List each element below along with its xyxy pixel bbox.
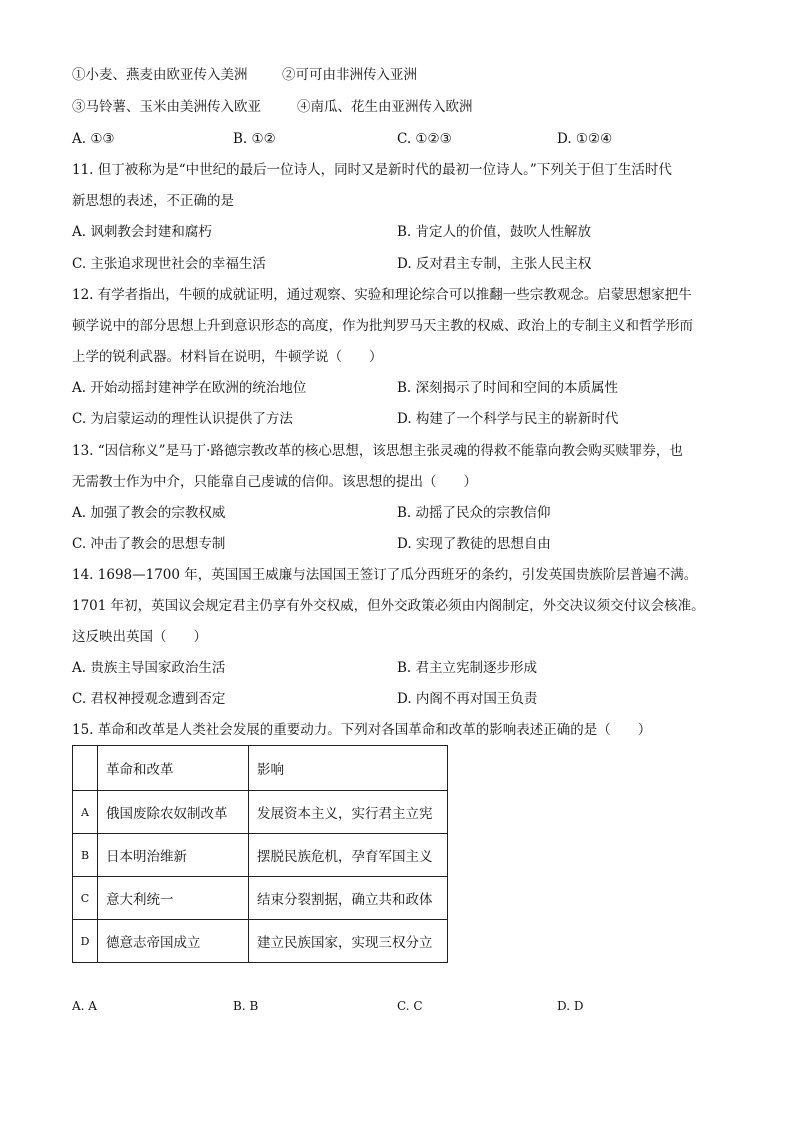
q11-stem-line1: 11. 但丁被称为是“中世纪的最后一位诗人，同时又是新时代的最初一位诗人。”下列关于但丁生活时代: [72, 162, 672, 178]
q10-option-b: B. ①②: [233, 131, 276, 147]
q13-option-b: B. 动摇了民众的宗教信仰: [397, 505, 551, 521]
q12-stem-line1: 12. 有学者指出，牛顿的成就证明，通过观察、实验和理论综合可以推翻一些宗教观念。启蒙思想家把牛: [72, 287, 692, 303]
table-cell: 日本明治维新: [98, 834, 249, 877]
q14-option-b: B. 君主立宪制逐步形成: [397, 660, 538, 676]
q14-stem-line2: 1701 年初，英国议会规定君主仍享有外交权威，但外交政策必须由内阁制定，外交决议须交付议会核准。: [72, 598, 705, 614]
q11-option-c: C. 主张追求现世社会的幸福生活: [72, 256, 266, 272]
q15-option-b: B. B: [233, 999, 259, 1013]
q15-stem: 15. 革命和改革是人类社会发展的重要动力。下列对各国革命和改革的影响表述正确的是（ ）: [72, 722, 652, 738]
table-cell: 发展资本主义，实行君主立宪: [249, 791, 448, 834]
table-row: [73, 834, 448, 877]
table-cell: 摆脱民族危机，孕育军国主义: [249, 834, 448, 877]
q10-option-a: A. ①③: [72, 131, 115, 147]
q13-option-c: C. 冲击了教会的思想专制: [72, 536, 226, 552]
q10-item-3: ③马铃薯、玉米由美洲传入欧亚: [72, 99, 261, 115]
table-cell: B: [73, 834, 98, 877]
q11-option-a: A. 讽刺教会封建和腐朽: [72, 224, 212, 240]
q11-option-b: B. 肯定人的价值，鼓吹人性解放: [397, 224, 592, 240]
q12-stem-line3: 上学的锐利武器。材料旨在说明，牛顿学说（ ）: [72, 349, 383, 365]
table-header-cell: 革命和改革: [98, 746, 249, 791]
table-cell: 结束分裂割据，确立共和政体: [249, 877, 448, 920]
q15-option-a: A. A: [72, 999, 97, 1013]
q14-option-d: D. 内阁不再对国王负责: [397, 691, 538, 707]
q14-stem-line3: 这反映出英国（ ）: [72, 629, 207, 645]
q13-option-d: D. 实现了教徒的思想自由: [397, 536, 551, 552]
q11-stem-line2: 新思想的表述，不正确的是: [72, 193, 234, 209]
q12-option-c: C. 为启蒙运动的理性认识提供了方法: [72, 411, 293, 427]
q12-stem-line2: 顿学说中的部分思想上升到意识形态的高度，作为批判罗马天主教的权威、政治上的专制主义和哲学形而: [72, 318, 693, 334]
q10-item-4: ④南瓜、花生由亚洲传入欧洲: [297, 99, 473, 115]
q14-stem-line1: 14. 1698—1700 年，英国国王威廉与法国国王签订了瓜分西班牙的条约，引发英国贵族阶层普遍不满。: [72, 567, 698, 583]
q10-item-1: ①小麦、燕麦由欧亚传入美洲: [72, 67, 248, 83]
q12-option-d: D. 构建了一个科学与民主的崭新时代: [397, 411, 619, 427]
table-cell: 德意志帝国成立: [98, 920, 249, 963]
table-cell: C: [73, 877, 98, 920]
q15-table: [72, 745, 448, 963]
q14-option-a: A. 贵族主导国家政治生活: [72, 660, 226, 676]
q13-option-a: A. 加强了教会的宗教权威: [72, 505, 226, 521]
table-header-cell: 影响: [249, 746, 448, 791]
q10-option-d: D. ①②④: [557, 131, 613, 147]
table-cell: A: [73, 791, 98, 834]
q12-option-b: B. 深刻揭示了时间和空间的本质属性: [397, 380, 619, 396]
table-row: [73, 920, 448, 963]
table-header-row: [73, 746, 448, 791]
q10-option-c: C. ①②③: [397, 131, 452, 147]
q13-stem-line1: 13. “因信称义”是马丁·路德宗教改革的核心思想，该思想主张灵魂的得救不能靠向教会购买赎罪券，也: [72, 443, 683, 459]
q14-option-c: C. 君权神授观念遭到否定: [72, 691, 226, 707]
q11-option-d: D. 反对君主专制，主张人民主权: [397, 256, 592, 272]
table-row: [73, 791, 448, 834]
table-row: [73, 877, 448, 920]
table-cell: D: [73, 920, 98, 963]
table-cell: 建立民族国家，实现三权分立: [249, 920, 448, 963]
q15-option-c: C. C: [397, 999, 423, 1013]
q10-item-2: ②可可由非洲传入亚洲: [282, 67, 417, 83]
q15-option-d: D. D: [557, 999, 584, 1013]
table-header-cell: [73, 746, 98, 791]
table-cell: 俄国废除农奴制改革: [98, 791, 249, 834]
q12-option-a: A. 开始动摇封建神学在欧洲的统治地位: [72, 380, 307, 396]
table-cell: 意大利统一: [98, 877, 249, 920]
q13-stem-line2: 无需教士作为中介，只能靠自己虔诚的信仰。该思想的提出（ ）: [72, 474, 477, 490]
